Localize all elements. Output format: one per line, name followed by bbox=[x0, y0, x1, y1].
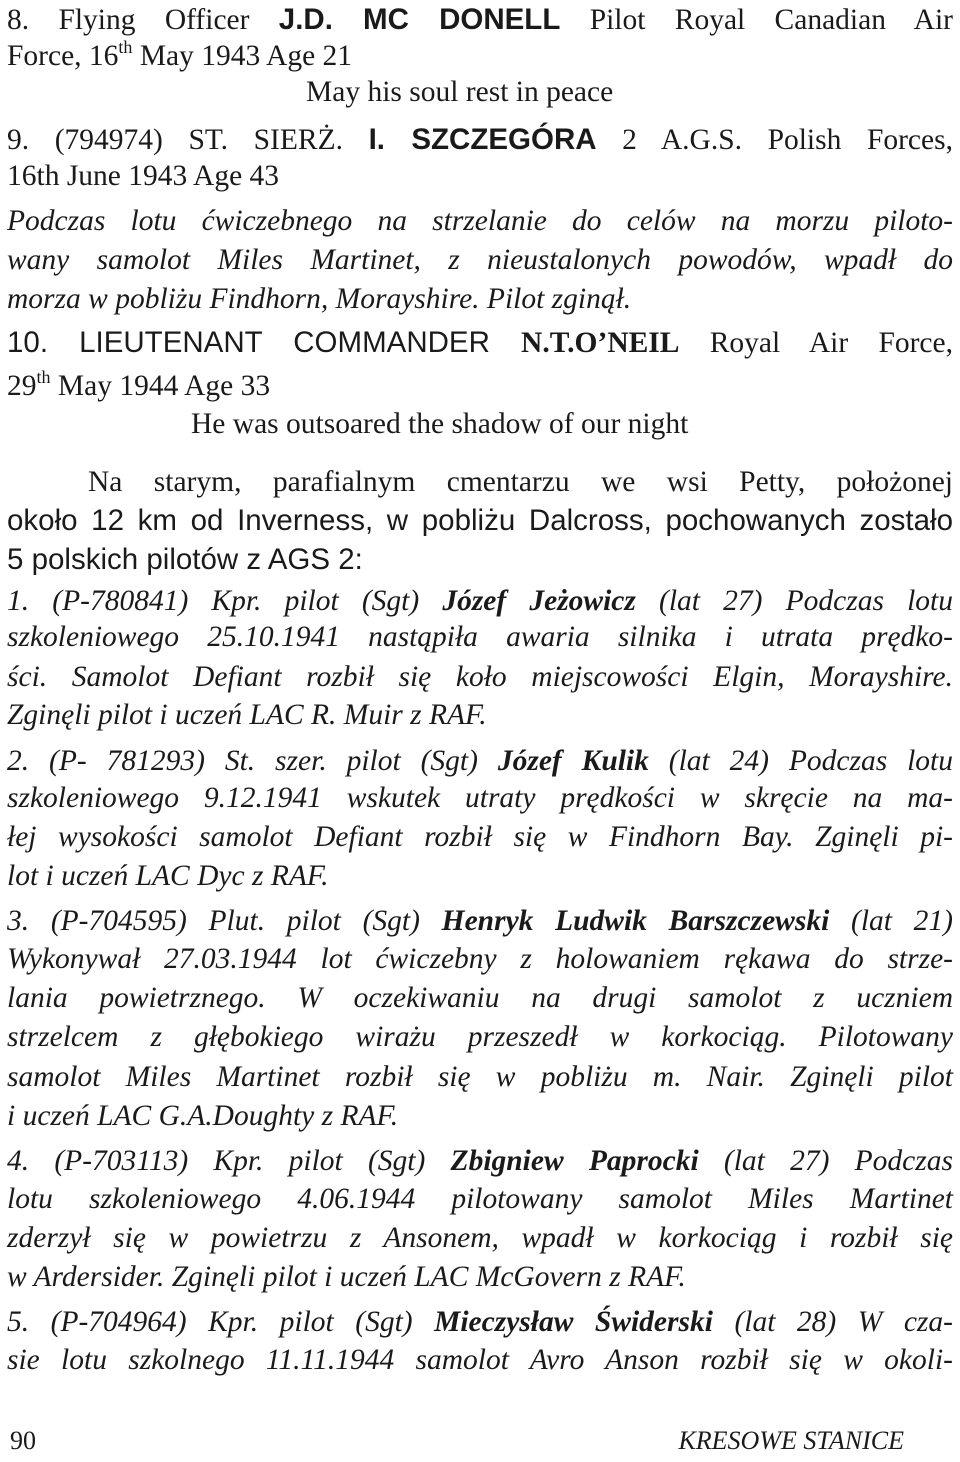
text-line bbox=[7, 659, 953, 695]
running-title: KRESOWE STANICE bbox=[678, 1426, 904, 1455]
text-line bbox=[7, 619, 953, 655]
text-line bbox=[7, 583, 953, 619]
text-run: lot i uczeń LAC Dyc z RAF. bbox=[7, 860, 329, 892]
airman-name: Mieczysław Świderski bbox=[434, 1306, 713, 1338]
text-run: Na starym, parafialnym cmentarzu we wsi Petty, położonej bbox=[88, 466, 953, 498]
text-run: 5. (P-704964) Kpr. pilot (Sgt) bbox=[7, 1306, 435, 1338]
text-run: 5 polskich pilotów z AGS 2: bbox=[7, 543, 363, 576]
text-run: sie lotu szkolnego 11.11.1944 samolot Avro Anson rozbił się w okoli- bbox=[7, 1344, 953, 1376]
epitaph bbox=[191, 406, 688, 442]
text-line bbox=[7, 158, 953, 194]
text-line bbox=[7, 503, 953, 539]
text-line bbox=[7, 903, 953, 939]
text-run: lotu szkoleniowego 4.06.1944 pilotowany samolot Miles Martinet bbox=[7, 1183, 953, 1215]
text-line bbox=[7, 203, 953, 239]
text-run: strzelcem z głębokiego wirażu przeszedł w korkociąg. Pilotowany bbox=[7, 1021, 953, 1053]
text-line bbox=[7, 368, 953, 404]
text-run: zderzył się w powietrzu z Ansonem, wpadł w korkociąg i rozbił się bbox=[7, 1222, 953, 1254]
epitaph-text: May his soul rest in peace bbox=[306, 76, 614, 108]
text-line bbox=[7, 1098, 953, 1134]
text-line bbox=[7, 743, 953, 779]
text-line bbox=[7, 941, 953, 977]
text-line bbox=[7, 1059, 953, 1095]
text-line bbox=[7, 38, 953, 74]
text-run: May 1943 Age 21 bbox=[132, 40, 353, 72]
text-run: Wykonywał 27.03.1944 lot ćwiczebny z holowaniem rękawa do strze- bbox=[7, 943, 953, 975]
text-line bbox=[7, 858, 953, 894]
text-line bbox=[7, 780, 953, 816]
text-run: 1. (P-780841) Kpr. pilot (Sgt) bbox=[7, 585, 443, 617]
superscript: th bbox=[36, 367, 51, 387]
text-line bbox=[88, 464, 953, 500]
text-run: (lat 21) bbox=[829, 905, 953, 937]
text-run: 2. (P- 781293) St. szer. pilot (Sgt) bbox=[7, 745, 498, 777]
text-run: 9. (794974) ST. SIERŻ. bbox=[7, 124, 369, 156]
text-run: i uczeń LAC G.A.Doughty z RAF. bbox=[7, 1100, 399, 1132]
epitaph bbox=[306, 74, 613, 110]
text-line bbox=[7, 1220, 953, 1256]
text-run: Force, 16 bbox=[7, 40, 119, 72]
text-run: 2 A.G.S. Polish Forces, bbox=[596, 124, 953, 156]
text-run: Podczas lotu ćwiczebnego na strzelanie do celów na morzu piloto- bbox=[7, 205, 953, 237]
text-run: 16th June 1943 Age 43 bbox=[7, 160, 280, 192]
text-line bbox=[7, 325, 953, 361]
text-run: samolot Miles Martinet rozbił się w pobliżu m. Nair. Zginęli pilot bbox=[7, 1061, 953, 1093]
superscript: th bbox=[118, 37, 133, 57]
text-run: (lat 27) Podczas lotu bbox=[635, 585, 953, 617]
text-run: morza w pobliżu Findhorn, Morayshire. Pilot zginął. bbox=[7, 283, 632, 315]
text-run: lania powietrznego. W oczekiwaniu na drugi samolot z uczniem bbox=[7, 982, 953, 1014]
airman-name: J.D. MC DONELL bbox=[278, 3, 561, 36]
text-run: 29 bbox=[7, 370, 37, 402]
airman-name: Józef Jeżowicz bbox=[442, 585, 636, 617]
text-line bbox=[7, 542, 953, 578]
text-line bbox=[7, 697, 953, 733]
text-run: (lat 28) W cza- bbox=[712, 1306, 953, 1338]
text-run: szkoleniowego 25.10.1941 nastąpiła awaria silnika i utrata prędko- bbox=[7, 621, 953, 653]
text-run: Royal Air Force, bbox=[679, 327, 953, 359]
text-line bbox=[7, 2, 953, 38]
text-run: szkoleniowego 9.12.1941 wskutek utraty prędkości w skręcie na ma- bbox=[7, 782, 953, 814]
text-line bbox=[7, 1019, 953, 1055]
text-run: ści. Samolot Defiant rozbił się koło miejscowości Elgin, Morayshire. bbox=[7, 661, 953, 693]
text-line bbox=[7, 819, 953, 855]
text-run: łej wysokości samolot Defiant rozbił się w Findhorn Bay. Zginęli pi- bbox=[7, 821, 953, 853]
airman-name: Józef Kulik bbox=[497, 745, 649, 777]
text-run: (lat 27) Podczas bbox=[698, 1145, 953, 1177]
airman-name: N.T.O’NEIL bbox=[521, 327, 680, 359]
text-line bbox=[7, 1143, 953, 1179]
text-line bbox=[7, 1304, 953, 1340]
text-line bbox=[7, 1181, 953, 1217]
text-run: (lat 24) Podczas lotu bbox=[648, 745, 953, 777]
text-run: w Ardersider. Zginęli pilot i uczeń LAC McGovern z RAF. bbox=[7, 1261, 686, 1293]
text-line bbox=[7, 980, 953, 1016]
text-run: około 12 km od Inverness, w pobliżu Dalcross, pochowanych zostało bbox=[7, 504, 953, 537]
text-line bbox=[7, 1342, 953, 1378]
text-run: Zginęli pilot i uczeń LAC R. Muir z RAF. bbox=[7, 699, 487, 731]
text-run: wany samolot Miles Martinet, z nieustalonych powodów, wpadł do bbox=[7, 244, 953, 276]
text-run: 3. (P-704595) Plut. pilot (Sgt) bbox=[7, 905, 442, 937]
page-number: 90 bbox=[10, 1426, 36, 1455]
text-run: May 1944 Age 33 bbox=[50, 370, 271, 402]
text-line bbox=[7, 1259, 953, 1295]
airman-name: I. SZCZEGÓRA bbox=[368, 123, 597, 156]
text-line bbox=[7, 242, 953, 278]
text-run: 10. LIEUTENANT COMMANDER bbox=[7, 326, 522, 359]
text-line bbox=[7, 122, 953, 158]
airman-name: Zbigniew Paprocki bbox=[450, 1145, 699, 1177]
airman-name: Henryk Ludwik Barszczewski bbox=[441, 905, 830, 937]
text-line bbox=[7, 281, 953, 317]
epitaph-text: He was outsoared the shadow of our night bbox=[191, 408, 689, 440]
text-run: 4. (P-703113) Kpr. pilot (Sgt) bbox=[7, 1145, 451, 1177]
text-run: 8. Flying Officer bbox=[7, 4, 279, 36]
text-run: Pilot Royal Canadian Air bbox=[560, 4, 953, 36]
